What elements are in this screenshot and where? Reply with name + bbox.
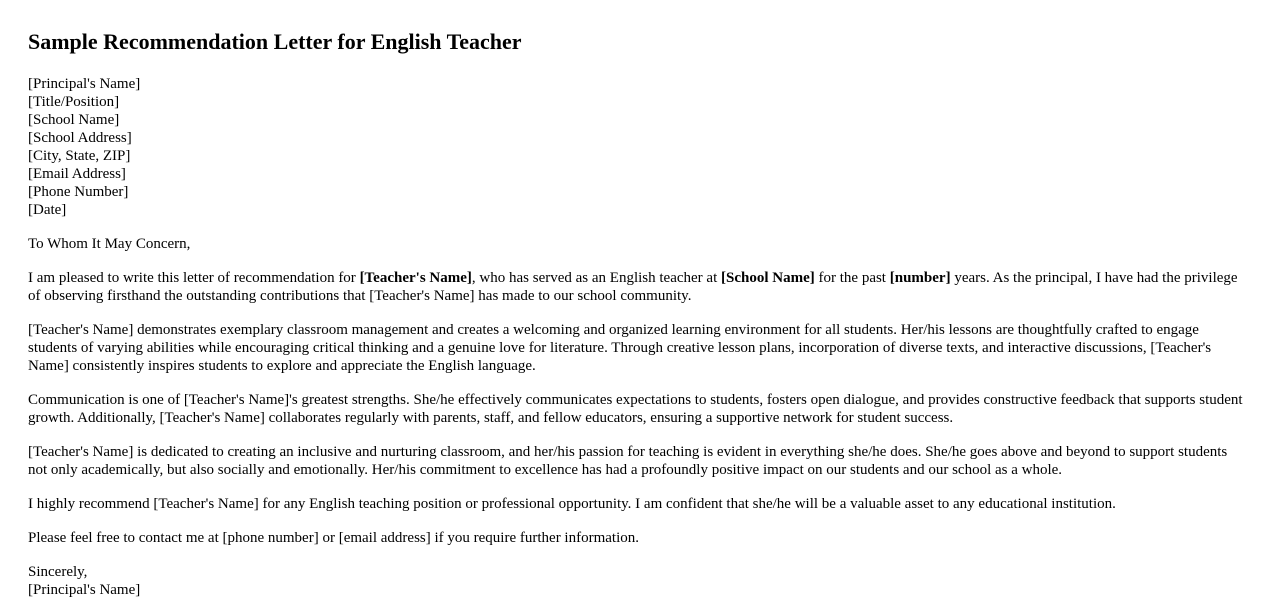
address-line-phone: [Phone Number]	[28, 184, 129, 200]
closing: Sincerely,	[28, 564, 88, 580]
intro-text-d: for the past	[814, 270, 890, 286]
address-line-date: [Date]	[28, 202, 67, 218]
paragraph-recommendation: I highly recommend [Teacher's Name] for any English teaching position or professional opportunity. I am confident that she/he will be a valuable asset to any educational institution.	[28, 496, 1116, 512]
address-line-school-address: [School Address]	[28, 130, 132, 146]
address-line-title-position: [Title/Position]	[28, 94, 120, 110]
paragraph-intro	[28, 269, 1250, 305]
paragraph-classroom: [Teacher's Name] demonstrates exemplary classroom management and creates a welcoming and organized learning environment for all students. Her/his lessons are thoughtfully crafted to engage students of varying abilities while encouraging critical thinking and a genuine love for literature. Through creative lesson plans, incorporation of diverse texts, and interactive discussions, [Teacher's Name] consistently inspires students to explore and appreciate the English language.	[28, 322, 1212, 374]
intro-number: [number]	[889, 270, 951, 286]
address-line-principal-name: [Principal's Name]	[28, 76, 141, 92]
intro-text-e: years. As the principal, I have had the privilege of observing firsthand the outstanding contributions that [Teacher's Name] has made to our school community.	[28, 270, 1238, 304]
address-line-city-state-zip: [City, State, ZIP]	[28, 148, 131, 164]
salutation: To Whom It May Concern,	[28, 236, 191, 252]
signature: [Principal's Name]	[28, 582, 141, 598]
intro-text-a: I am pleased to write this letter of recommendation for	[28, 270, 360, 286]
address-line-school-name: [School Name]	[28, 112, 120, 128]
paragraph-communication: Communication is one of [Teacher's Name]'s greatest strengths. She/he effectively communicates expectations to students, fosters open dialogue, and provides constructive feedback that supports student growth. Additionally, [Teacher's Name] collaborates regularly with parents, staff, and fellow educators, ensuring a supportive network for student success.	[28, 392, 1243, 426]
address-line-email: [Email Address]	[28, 166, 126, 182]
sender-address-block	[28, 75, 140, 219]
intro-text-c: , who has served as an English teacher at	[471, 270, 721, 286]
intro-school-name: [School Name]	[721, 270, 815, 286]
paragraph-dedication: [Teacher's Name] is dedicated to creating an inclusive and nurturing classroom, and her/his passion for teaching is evident in everything she/he does. She/he goes above and beyond to support students not only academically, but also socially and emotionally. Her/his commitment to excellence has had a profoundly positive impact on our students and our school as a whole.	[28, 444, 1228, 478]
page-title: Sample Recommendation Letter for English Teacher	[28, 29, 522, 54]
intro-teacher-name: [Teacher's Name]	[359, 270, 472, 286]
paragraph-contact: Please feel free to contact me at [phone number] or [email address] if you require further information.	[28, 530, 640, 546]
